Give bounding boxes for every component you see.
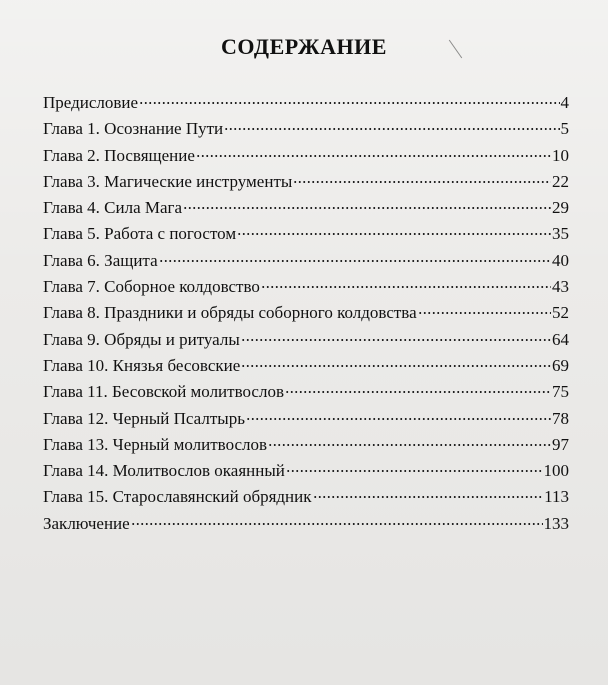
toc-entry-title: Глава 13. Черный молитвослов — [43, 434, 268, 454]
toc-entry-title: Предисловие — [43, 93, 139, 112]
toc-entry-title: Глава 7. Соборное колдовство — [43, 277, 260, 297]
toc-entry-title: Глава 15. Старославянский обрядник — [43, 487, 312, 507]
dot-leader — [237, 222, 551, 236]
toc-entry — [43, 143, 569, 169]
contents-heading: СОДЕРЖАНИЕ — [221, 34, 387, 59]
toc-entry — [43, 300, 569, 326]
dot-leader — [285, 380, 551, 394]
toc-entry-page-number: 78 — [552, 408, 569, 428]
toc-entry-page-number: 133 — [543, 513, 569, 533]
dot-leader — [286, 459, 543, 473]
toc-entry — [43, 327, 569, 353]
toc-entry — [43, 169, 569, 195]
toc-entry — [43, 274, 569, 300]
toc-entry-title: Глава 2. Посвящение — [43, 145, 195, 165]
toc-entry-title: Глава 4. Сила Мага — [43, 198, 183, 218]
toc-entry-page-number: 43 — [552, 277, 569, 297]
toc-entry-title: Глава 12. Черный Псалтырь — [43, 408, 245, 428]
toc-entry — [43, 484, 569, 510]
toc-entry-page-number: 10 — [552, 145, 569, 165]
toc-entry — [43, 432, 569, 458]
dot-leader — [183, 196, 551, 210]
dot-leader — [268, 433, 551, 447]
toc-entry-page-number: 52 — [552, 303, 569, 323]
toc-entry-page-number: 97 — [552, 434, 569, 454]
toc-entry — [43, 379, 569, 405]
dot-leader — [418, 301, 551, 315]
toc-entry-title: Глава 10. Князья бесовские — [43, 355, 241, 375]
dot-leader — [313, 485, 544, 499]
toc-entry — [43, 90, 569, 116]
toc-entry — [43, 116, 569, 142]
toc-entry-page-number: 75 — [552, 382, 569, 402]
dot-leader — [224, 117, 559, 131]
toc-entry-title: Заключение — [43, 513, 130, 533]
toc-entry-title: Глава 1. Осознание Пути — [43, 119, 224, 139]
toc-entry-title: Глава 14. Молитвослов окаянный — [43, 461, 285, 481]
toc-entry-page-number: 29 — [552, 198, 569, 218]
toc-entry — [43, 195, 569, 221]
toc-entry-title: Глава 8. Праздники и обряды соборного колдовства — [43, 303, 417, 323]
toc-entry-page-number: 35 — [552, 224, 569, 244]
toc-entry — [43, 221, 569, 247]
toc-entry-page-number: 113 — [544, 487, 569, 507]
toc-entry-page-number: 100 — [543, 461, 569, 481]
toc-entry — [43, 511, 569, 537]
toc-entry-title: Глава 6. Защита — [43, 250, 158, 270]
toc-entry — [43, 248, 569, 274]
toc-entry-title: Глава 3. Магические инструменты — [43, 171, 293, 191]
toc-entry — [43, 458, 569, 484]
toc-entry-page-number: 40 — [552, 250, 569, 270]
toc-entry — [43, 406, 569, 432]
toc-entry-page-number: 22 — [552, 171, 569, 191]
toc-entry-title: Глава 9. Обряды и ритуалы — [43, 329, 240, 349]
dot-leader — [159, 249, 551, 263]
toc-entry-page-number: 5 — [560, 119, 569, 139]
dot-leader — [196, 144, 551, 158]
dot-leader — [241, 328, 551, 342]
dot-leader — [241, 354, 551, 368]
dot-leader — [131, 512, 543, 526]
dot-leader — [261, 275, 551, 289]
dot-leader — [139, 91, 559, 105]
table-of-contents — [43, 90, 569, 537]
toc-entry-page-number: 4 — [560, 93, 569, 112]
toc-entry-page-number: 64 — [552, 329, 569, 349]
toc-entry-page-number: 69 — [552, 355, 569, 375]
toc-entry-title: Глава 5. Работа с погостом — [43, 224, 237, 244]
toc-entry — [43, 353, 569, 379]
dot-leader — [293, 170, 551, 184]
dot-leader — [246, 407, 551, 421]
toc-entry-title: Глава 11. Бесовской молитвослов — [43, 382, 284, 402]
